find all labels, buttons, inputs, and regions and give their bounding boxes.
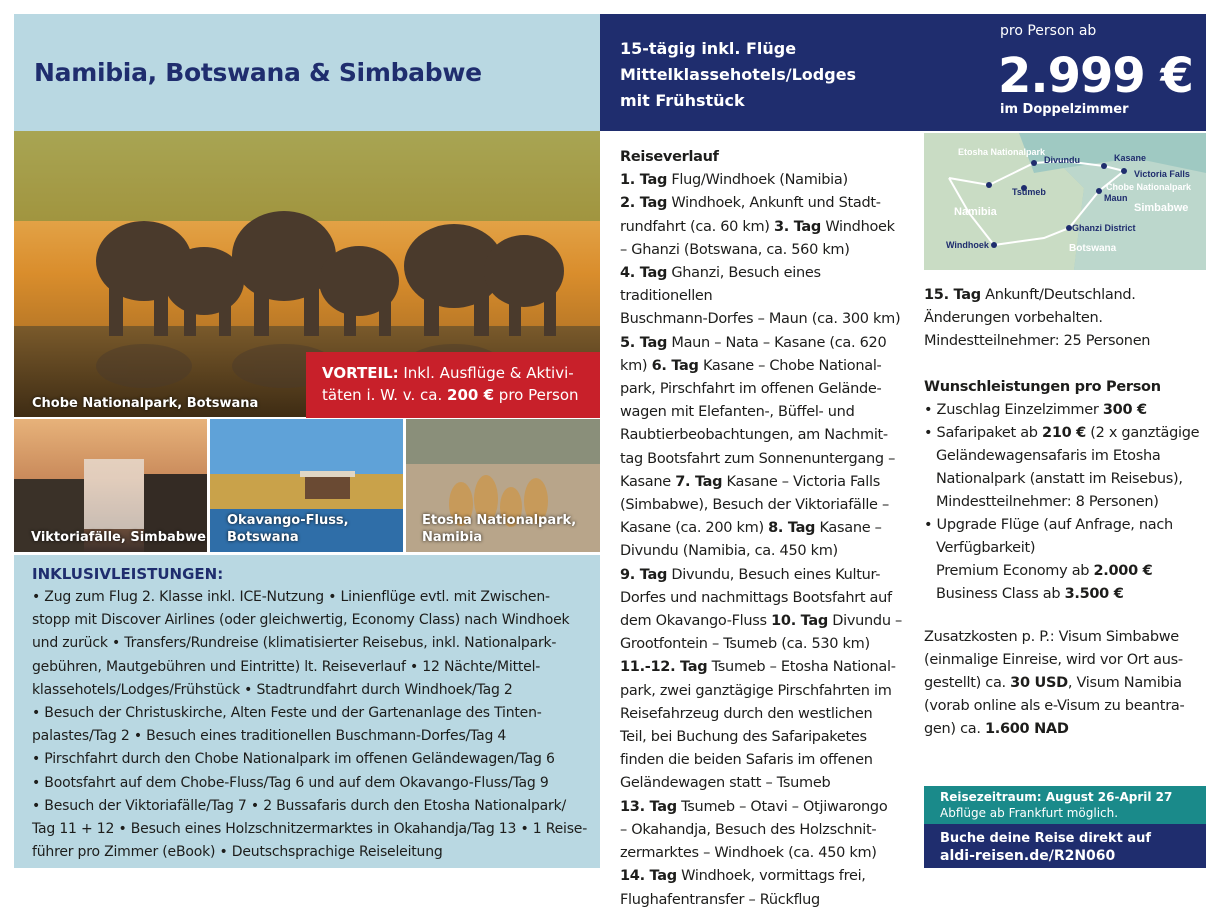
inclusions-line: führer pro Zimmer (eBook) • Deutschsprachige Reiseleitung [32, 844, 443, 861]
itinerary-text: park, zwei ganztägige Pirschfahrten im [620, 682, 892, 699]
list-item: • Safaripaket ab 210 € (2 x ganztägige Geländewagensafaris im Etosha Nationalpark (anstatt im Reisebus), Mindestteilnehmer: 8 Personen) [924, 425, 1200, 510]
itinerary-text: Kasane – Chobe National- [698, 357, 882, 374]
itinerary-text: Kasane – [815, 520, 882, 537]
itinerary-line [620, 819, 916, 842]
itinerary-text: Ghanzi, Besuch eines traditionellen [620, 265, 821, 305]
map-label: Simbabwe [1134, 202, 1189, 214]
itinerary-line [620, 424, 916, 447]
map-label: Ghanzi District [1072, 223, 1136, 233]
itinerary-line [620, 216, 916, 239]
itinerary-line [620, 564, 916, 587]
hero-caption: Chobe Nationalpark, Botswana [32, 396, 259, 411]
itinerary-line [620, 332, 916, 355]
itinerary-line [620, 471, 916, 494]
day15-text: Ankunft/Deutschland. [980, 287, 1136, 303]
itinerary-text: finden die beiden Safaris im offenen [620, 752, 873, 769]
thumb-victoria-falls [14, 419, 207, 552]
itinerary-line [620, 865, 916, 888]
inclusions-text [32, 586, 590, 864]
itinerary-text: Windhoek, vormittags frei, [676, 868, 866, 885]
list-item: • Upgrade Flüge (auf Anfrage, nach Verfügbarkeit) Premium Economy ab 2.000 € Business Class ab 3.500 € [924, 517, 1173, 602]
itinerary-text: Kasane – Victoria Falls [722, 473, 880, 490]
itinerary-text: tag Bootsfahrt zum Sonnenuntergang – [620, 450, 896, 467]
itinerary-line [620, 796, 916, 819]
inclusions-line: • Zug zum Flug 2. Klasse inkl. ICE-Nutzung • Linienflüge evtl. mit Zwischen- [32, 589, 550, 605]
itinerary-text: Geländewagen statt – Tsumeb [620, 775, 831, 792]
itinerary-text: Flug/Windhoek (Namibia) [667, 172, 848, 189]
advantage-label: VORTEIL: [322, 364, 399, 382]
itinerary-line [620, 448, 916, 471]
itinerary-day: 4. Tag [620, 265, 668, 282]
map-label: Etosha Nationalpark [958, 147, 1046, 157]
itinerary-day: 7. Tag [675, 473, 723, 490]
travel-period: Reisezeitraum: August 26-April 27 [940, 790, 1173, 804]
itinerary-text: Kasane (ca. 200 km) [620, 520, 769, 537]
itinerary-day: 2. Tag [620, 195, 668, 212]
inclusions-heading: INKLUSIVLEISTUNGEN: [32, 565, 224, 583]
itinerary-line [620, 889, 916, 912]
itinerary-line [620, 633, 916, 656]
itinerary-text: rundfahrt (ca. 60 km) [620, 218, 774, 235]
itinerary-line [620, 703, 916, 726]
map-label: Victoria Falls [1134, 169, 1190, 179]
itinerary-line [620, 517, 916, 540]
itinerary-line [620, 192, 916, 215]
itinerary-text: Maun – Nata – Kasane (ca. 620 [667, 334, 887, 351]
inclusions-line: palastes/Tag 2 • Besuch eines traditionellen Buschmann-Dorfes/Tag 4 [32, 728, 507, 745]
itinerary-line [620, 749, 916, 772]
itinerary-text: park, Pirschfahrt im offenen Gelände- [620, 381, 882, 398]
itinerary-lines [620, 169, 916, 912]
itinerary-heading: Reiseverlauf [620, 149, 719, 165]
changes-note: Änderungen vorbehalten. [924, 310, 1103, 326]
booking-url-link[interactable]: aldi-reisen.de/R2N060 [940, 848, 1116, 864]
offer-summary [620, 36, 856, 114]
itinerary-text: – Ghanzi (Botswana, ca. 560 km) [620, 241, 850, 258]
thumb-caption-line2: Namibia [422, 530, 483, 545]
thumb-caption-line1: Etosha Nationalpark, [422, 513, 577, 528]
price-suffix: im Doppelzimmer [1000, 102, 1129, 117]
inclusions-panel [14, 555, 600, 868]
inclusions-line: • Besuch der Viktoriafälle/Tag 7 • 2 Bussafaris durch den Etosha Nationalpark/ [32, 797, 567, 814]
min-participants: Mindestteilnehmer: 25 Personen [924, 333, 1151, 349]
itinerary-text: – Okahandja, Besuch des Holzschnit- [620, 821, 877, 838]
itinerary-text: Flughafentransfer – Rückflug [620, 891, 820, 908]
itinerary-text: zermarktes – Windhoek (ca. 450 km) [620, 845, 877, 862]
inclusions-line: Tag 11 + 12 • Besuch eines Holzschnitzermarktes in Okahandja/Tag 13 • 1 Reise- [32, 821, 588, 838]
itinerary [620, 146, 916, 912]
map-label: Chobe Nationalpark [1106, 182, 1192, 192]
itinerary-line [620, 239, 916, 262]
itinerary-line [620, 680, 916, 703]
advantage-badge [306, 352, 600, 418]
itinerary-line [620, 656, 916, 679]
itinerary-line [620, 308, 916, 331]
page-title: Namibia, Botswana & Simbabwe [34, 58, 482, 87]
map-label: Kasane [1114, 153, 1147, 163]
offer-line: 15-tägig inkl. Flüge [620, 39, 797, 58]
thumb-etosha [406, 419, 600, 552]
itinerary-text: Divundu – [827, 613, 902, 630]
optional-services-heading: Wunschleistungen pro Person [924, 379, 1161, 395]
itinerary-text: Divundu, Besuch eines Kultur- [667, 566, 881, 583]
offer-line: mit Frühstück [620, 91, 745, 110]
inclusions-line: gebühren, Mautgebühren und Eintritte) lt. Reiseverlauf • 12 Nächte/Mittel- [32, 658, 541, 675]
itinerary-line [620, 540, 916, 563]
thumb-okavango [210, 419, 403, 552]
map-label: Tsumeb [1012, 187, 1046, 197]
itinerary-text: (Simbabwe), Besuch der Viktoriafälle – [620, 497, 889, 514]
day15-label: 15. Tag [924, 287, 981, 303]
itinerary-line [620, 494, 916, 517]
advantage-text-c: pro Person [494, 386, 579, 404]
map-label: Windhoek [946, 240, 989, 250]
booking-cta-text: Buche deine Reise direkt auf [940, 831, 1152, 846]
inclusions-line: • Pirschfahrt durch den Chobe Nationalpark im offenen Geländewagen/Tag 6 [32, 751, 555, 768]
itinerary-line [620, 262, 916, 308]
price: 2.999 € [998, 48, 1193, 104]
itinerary-line [620, 401, 916, 424]
advantage-text-b: täten i. W. v. ca. [322, 386, 448, 404]
itinerary-text: Tsumeb – Etosha National- [707, 659, 896, 676]
map-label: Namibia [954, 206, 997, 218]
thumb-caption-line1: Viktoriafälle, Simbabwe [31, 530, 206, 545]
itinerary-text: dem Okavango-Fluss [620, 613, 772, 630]
itinerary-text: Teil, bei Buchung des Safaripaketes [620, 729, 867, 746]
itinerary-text: Divundu (Namibia, ca. 450 km) [620, 543, 838, 560]
inclusions-line: klassehotels/Lodges/Frühstück • Stadtrundfahrt durch Windhoek/Tag 2 [32, 681, 513, 698]
itinerary-line [620, 378, 916, 401]
advantage-text-a: Inkl. Ausflüge & Aktivi- [398, 364, 574, 382]
thumb-caption-line1: Okavango-Fluss, [227, 513, 349, 528]
itinerary-day: 11.-12. Tag [620, 659, 708, 676]
itinerary-line [620, 610, 916, 633]
departure-note: Abflüge ab Frankfurt möglich. [940, 806, 1119, 820]
itinerary-day: 14. Tag [620, 868, 677, 885]
itinerary-line [620, 726, 916, 749]
itinerary-text: Grootfontein – Tsumeb (ca. 530 km) [620, 636, 870, 653]
map-label: Botswana [1069, 243, 1117, 254]
inclusions-line: stopp mit Discover Airlines (oder gleichwertig, Economy Class) nach Windhoek [32, 612, 570, 629]
map-label: Maun [1104, 193, 1128, 203]
price-prefix: pro Person ab [1000, 23, 1097, 39]
itinerary-day: 9. Tag [620, 566, 668, 583]
itinerary-text: Windhoek, Ankunft und Stadt- [667, 195, 881, 212]
booking-box [924, 786, 1206, 868]
itinerary-day: 8. Tag [768, 520, 816, 537]
itinerary-line [620, 355, 916, 378]
itinerary-line [620, 772, 916, 795]
itinerary-line [620, 842, 916, 865]
offer-line: Mittelklassehotels/Lodges [620, 65, 857, 84]
itinerary-text: Tsumeb – Otavi – Otjiwarongo [676, 798, 888, 815]
itinerary-text: Kasane [620, 473, 676, 490]
inclusions-line: • Besuch der Christuskirche, Alten Feste und der Gartenanlage des Tinten- [32, 705, 542, 722]
itinerary-day: 3. Tag [773, 218, 822, 235]
itinerary-text: Buschmann-Dorfes – Maun (ca. 300 km) [620, 311, 901, 328]
itinerary-text: km) [620, 357, 652, 374]
arrival-block [924, 284, 1206, 353]
extra-costs: Zusatzkosten p. P.: Visum Simbabwe (einmalige Einreise, wird vor Ort aus- gestellt) ca. 30 USD, Visum Namibia (vorab online als e-Visum zu beantra- gen) ca. 1.600 NAD [924, 629, 1185, 737]
advantage-amount: 200 € [447, 386, 495, 404]
itinerary-line [620, 169, 916, 192]
map-label: Divundu [1044, 155, 1080, 165]
itinerary-day: 6. Tag [651, 357, 699, 374]
itinerary-text: Windhoek [821, 218, 895, 235]
itinerary-line [620, 587, 916, 610]
itinerary-day: 10. Tag [771, 613, 828, 630]
itinerary-day: 13. Tag [620, 798, 677, 815]
itinerary-day: 5. Tag [620, 334, 668, 351]
itinerary-text: Reisefahrzeug durch den westlichen [620, 705, 873, 722]
inclusions-line: und zurück • Transfers/Rundreise (klimatisierter Reisebus, inkl. Nationalpark- [32, 635, 557, 652]
itinerary-text: Dorfes und nachmittags Bootsfahrt auf [620, 589, 892, 606]
optional-services [924, 376, 1206, 606]
inclusions-line: • Bootsfahrt auf dem Chobe-Fluss/Tag 6 und auf dem Okavango-Fluss/Tag 9 [32, 774, 549, 791]
itinerary-day: 1. Tag [620, 172, 668, 189]
list-item: • Zuschlag Einzelzimmer 300 € [924, 402, 1147, 418]
route-map [924, 133, 1206, 270]
itinerary-text: wagen mit Elefanten-, Büffel- und [620, 404, 855, 421]
offer-banner [600, 14, 1206, 131]
itinerary-text: Raubtierbeobachtungen, am Nachmit- [620, 427, 888, 444]
thumb-caption-line2: Botswana [227, 530, 299, 545]
